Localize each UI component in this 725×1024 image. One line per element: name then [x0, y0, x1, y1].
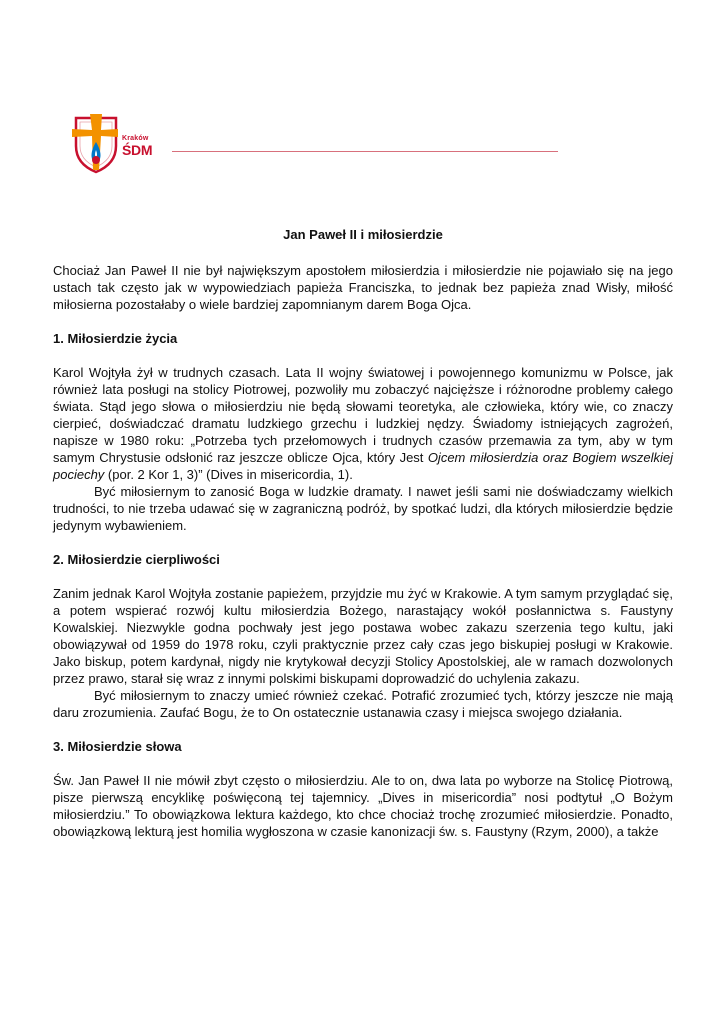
- sdm-krakow-logo: [68, 112, 178, 174]
- logo-acronym: ŚDM: [122, 142, 153, 158]
- section-2-paragraph-1: Zanim jednak Karol Wojtyła zostanie papieżem, przyjdzie mu żyć w Krakowie. A tym samym przyglądać się, a potem wspierać rozwój kultu miłosierdzia Bożego, narastający wokół posłannictwa s. Faustyny Kowalskiej. Niezwykle godna pochwały jest jego postawa wobec zakazu szerzenia tego kultu, jaki obowiązywał od 1959 do 1978 roku, czyli praktycznie przez cały czas jego biskupiej posługi w Krakowie. Jako biskup, potem kardynał, nigdy nie krytykował decyzji Stolicy Apostolskiej, ale w ramach dozwolonych przez prawo, starał się wraz z innymi polskimi biskupami doprowadzić do uchylenia zakazu.: [53, 586, 673, 686]
- section-3-paragraph-1: Św. Jan Paweł II nie mówił zbyt często o miłosierdziu. Ale to on, dwa lata po wyborze na Stolicę Piotrową, pisze pierwszą encyklikę poświęconą tej tajemnicy. „Dives in misericordia” nosi podtytuł „O Bożym miłosierdziu.” To obowiązkowa lektura każdego, kto chce chociaż trochę zrozumieć miłosierdzie. Ponadto, obowiązkową lekturą jest homilia wygłoszona w czasie kanonizacji św. s. Faustyny (Rzym, 2000), a także: [53, 773, 673, 839]
- section-2-paragraph-2: Być miłosiernym to znaczy umieć również czekać. Potrafić zrozumieć tych, którzy jeszcze nie mają daru zrozumienia. Zaufać Bogu, że to On ostatecznie ustanawia czasy i miejsca swojego działania.: [53, 688, 673, 720]
- header-divider: [172, 151, 558, 152]
- section-1-quote-italic: Ojcem miłosierdzia oraz Bogiem wszelkiej pociechy: [53, 450, 673, 482]
- section-1-heading: 1. Miłosierdzie życia: [53, 331, 178, 346]
- section-3-heading: 3. Miłosierdzie słowa: [53, 739, 182, 754]
- logo-text: [122, 135, 152, 157]
- document-title: Jan Paweł II i miłosierdzie: [283, 227, 443, 242]
- section-1-paragraph-2: Być miłosiernym to zanosić Boga w ludzkie dramaty. I nawet jeśli sami nie doświadczamy wielkich trudności, to nie trzeba udawać się w zagraniczną podróż, by spotkać ludzi, dla których miłosierdzie będzie jedynym wybawieniem.: [53, 484, 673, 533]
- logo-city: Kraków: [122, 135, 149, 142]
- section-2-heading: 2. Miłosierdzie cierpliwości: [53, 552, 220, 567]
- page-header: [68, 112, 558, 174]
- section-1-text: Karol Wojtyła żył w trudnych czasach. Lata II wojny światowej i powojennego komunizmu w Polsce, jak również lata posługi na stolicy Piotrowej, pozwoliły mu zobaczyć najcięższe i różnorodne problemy całego świata. Stąd jego słowa o miłosierdziu nie będą słowami teoretyka, ale człowieka, który wie, co znaczy cierpieć, doświadczać dramatu ludzkiego grzechu i ludzkiej nędzy. Świadomy istniejących zagrożeń, napisze w 1980 roku: „Potrzeba tych przełomowych i trudnych czasów przemawia za tym, aby w tym samym Chrystusie odsłonić raz jeszcze oblicze Ojca, który Jest: [53, 365, 673, 465]
- intro-paragraph: Chociaż Jan Paweł II nie był największym apostołem miłosierdzia i miłosierdzie nie pojawiało się na jego ustach tak często jak w wypowiedziach papieża Franciszka, to jednak bez papieża znad Wisły, miłość miłosierna pozostałaby o wiele bardziej zapomnianym darem Boga Ojca.: [53, 263, 673, 312]
- section-1-paragraph-1: [53, 364, 673, 483]
- section-1-citation: (por. 2 Kor 1, 3)” (Dives in misericordia, 1).: [104, 467, 353, 482]
- document-body: [53, 226, 673, 840]
